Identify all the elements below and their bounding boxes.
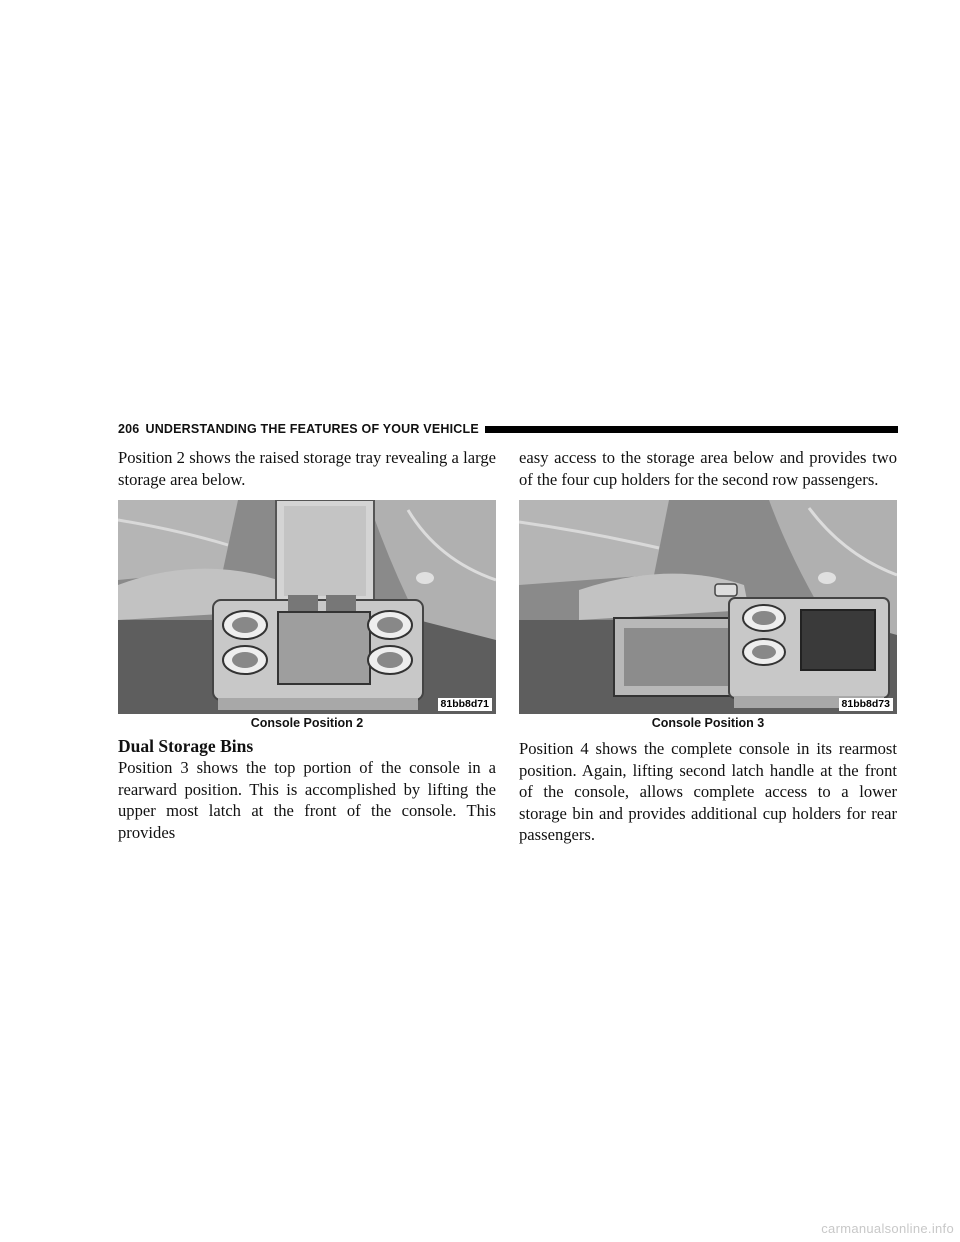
- figure-caption: Console Position 3: [651, 716, 765, 730]
- console-position-2-photo: [118, 500, 496, 714]
- console-position-2-illustration: [118, 500, 496, 714]
- page-header: [118, 421, 898, 437]
- figure-caption: Console Position 2: [250, 716, 364, 730]
- left-column: [118, 447, 496, 843]
- console-position-3-photo: [519, 500, 897, 714]
- watermark: carmanualsonline.info: [821, 1221, 954, 1236]
- right-column: [519, 447, 897, 846]
- figure-code: 81bb8d73: [839, 698, 893, 711]
- console-position-3-illustration: [519, 500, 897, 714]
- page-number: 206: [118, 422, 140, 436]
- body-paragraph-left: Position 3 shows the top portion of the console in a rearward position. This is accomplished by lifting the upper most latch at the front of the console. This provides: [118, 758, 496, 842]
- intro-paragraph-left: Position 2 shows the raised storage tray revealing a large storage area below.: [118, 448, 496, 489]
- header-rule: [485, 426, 898, 433]
- intro-paragraph-right: easy access to the storage area below and provides two of the four cup holders for the second row passengers.: [519, 448, 897, 489]
- body-paragraph-right: Position 4 shows the complete console in its rearmost position. Again, lifting second latch handle at the front of the console, allows complete access to a lower storage bin and provides additional cup holders for rear passengers.: [519, 739, 897, 844]
- chapter-title: UNDERSTANDING THE FEATURES OF YOUR VEHICLE: [145, 422, 479, 436]
- figure-code: 81bb8d71: [438, 698, 492, 711]
- section-heading: Dual Storage Bins: [118, 736, 254, 756]
